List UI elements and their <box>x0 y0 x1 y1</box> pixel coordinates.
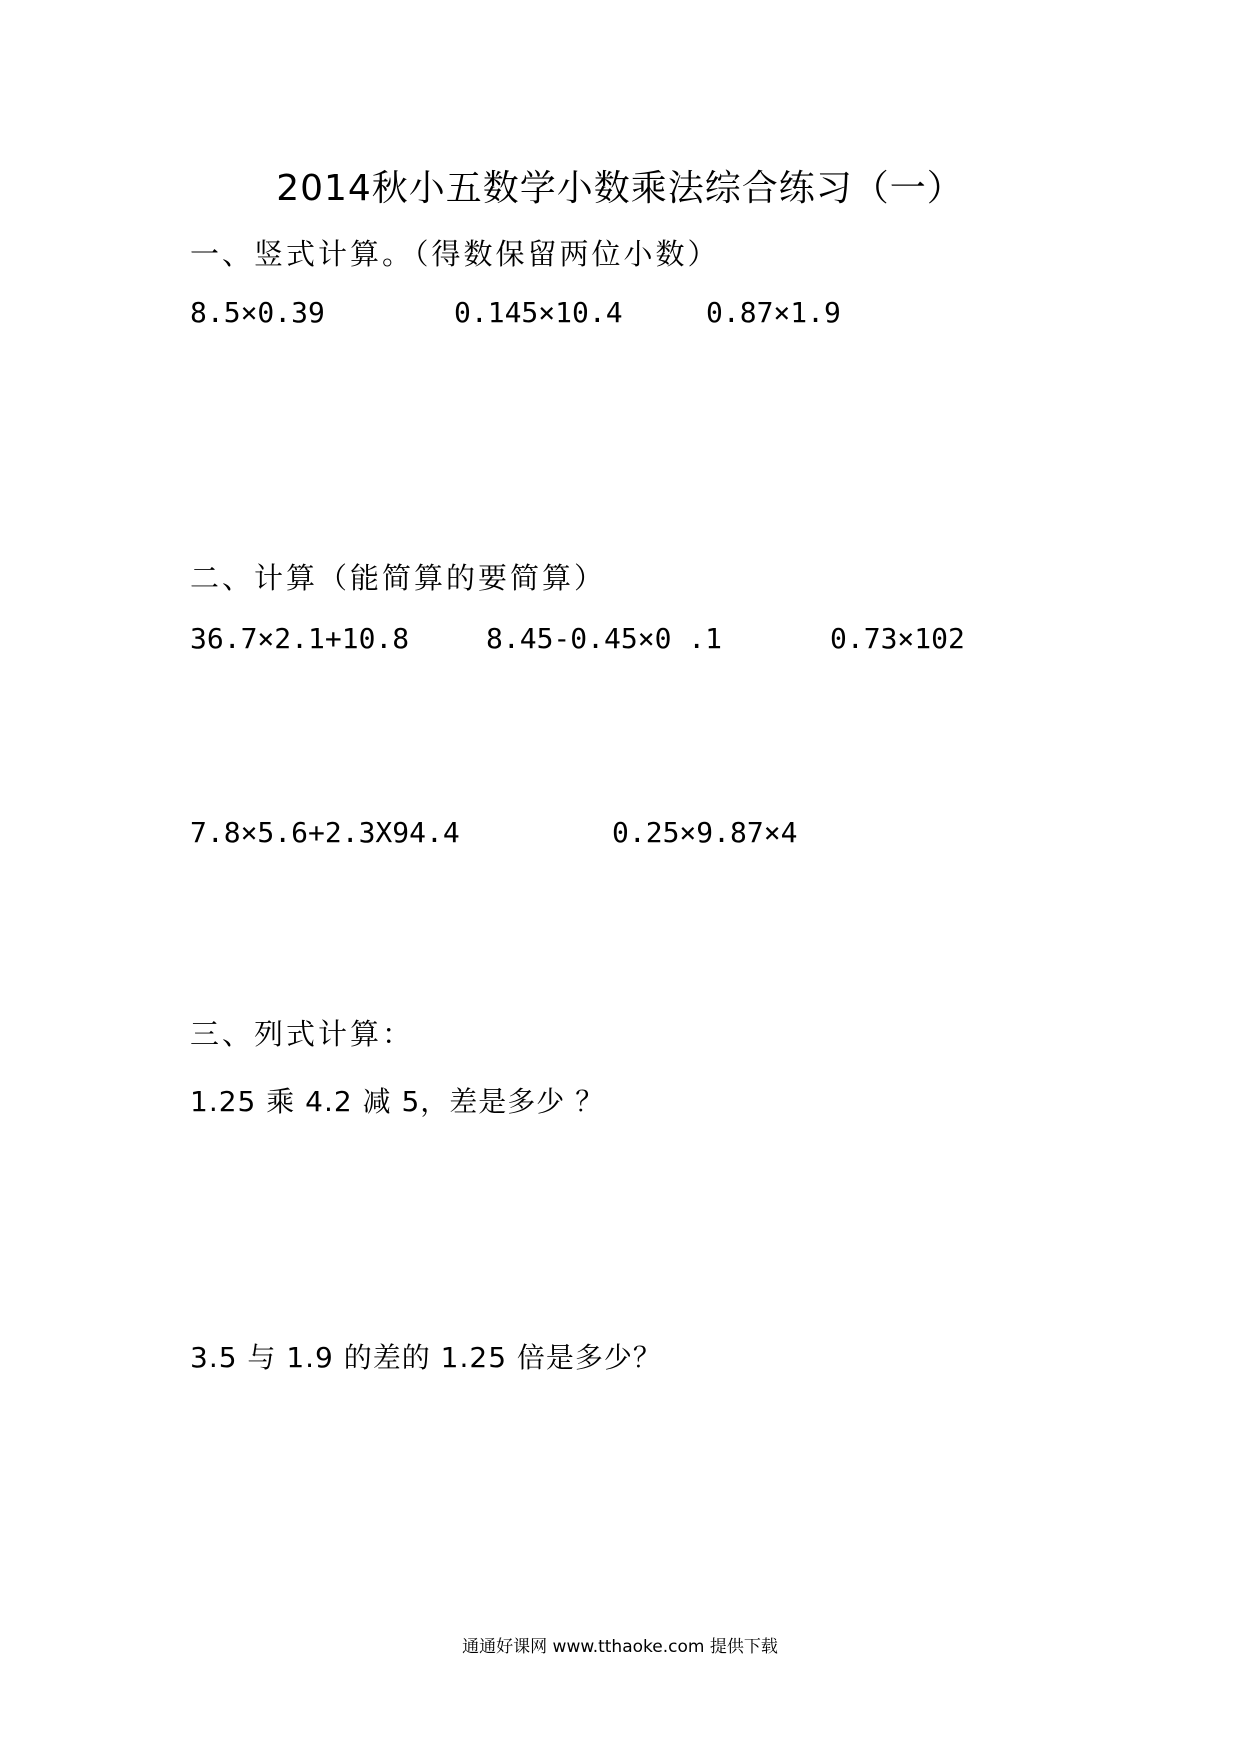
problem-1-2: 0.145×10.4 <box>454 296 623 329</box>
problem-2-5: 0.25×9.87×4 <box>612 816 798 849</box>
footer-source-note: 通通好课网 www.tthaoke.com 提供下载 <box>462 1637 778 1657</box>
word-problem-1: 1.25 乘 4.2 减 5，差是多少 ？ <box>190 1085 605 1118</box>
problem-1-3: 0.87×1.9 <box>706 296 841 329</box>
section-1-heading: 一、竖式计算。（得数保留两位小数） <box>190 237 720 271</box>
problem-2-4: 7.8×5.6+2.3X94.4 <box>190 816 460 849</box>
section-3-heading: 三、列式计算： <box>190 1017 415 1051</box>
problem-2-2: 8.45-0.45×0 .1 <box>486 622 723 655</box>
word-problem-2: 3.5 与 1.9 的差的 1.25 倍是多少？ <box>190 1341 662 1374</box>
problem-1-1: 8.5×0.39 <box>190 296 325 329</box>
problem-2-3: 0.73×102 <box>830 622 965 655</box>
section-2-heading: 二、计算（能简算的要简算） <box>190 561 607 595</box>
problem-2-1: 36.7×2.1+10.8 <box>190 622 410 655</box>
page-title: 2014秋小五数学小数乘法综合练习（一） <box>276 168 964 209</box>
